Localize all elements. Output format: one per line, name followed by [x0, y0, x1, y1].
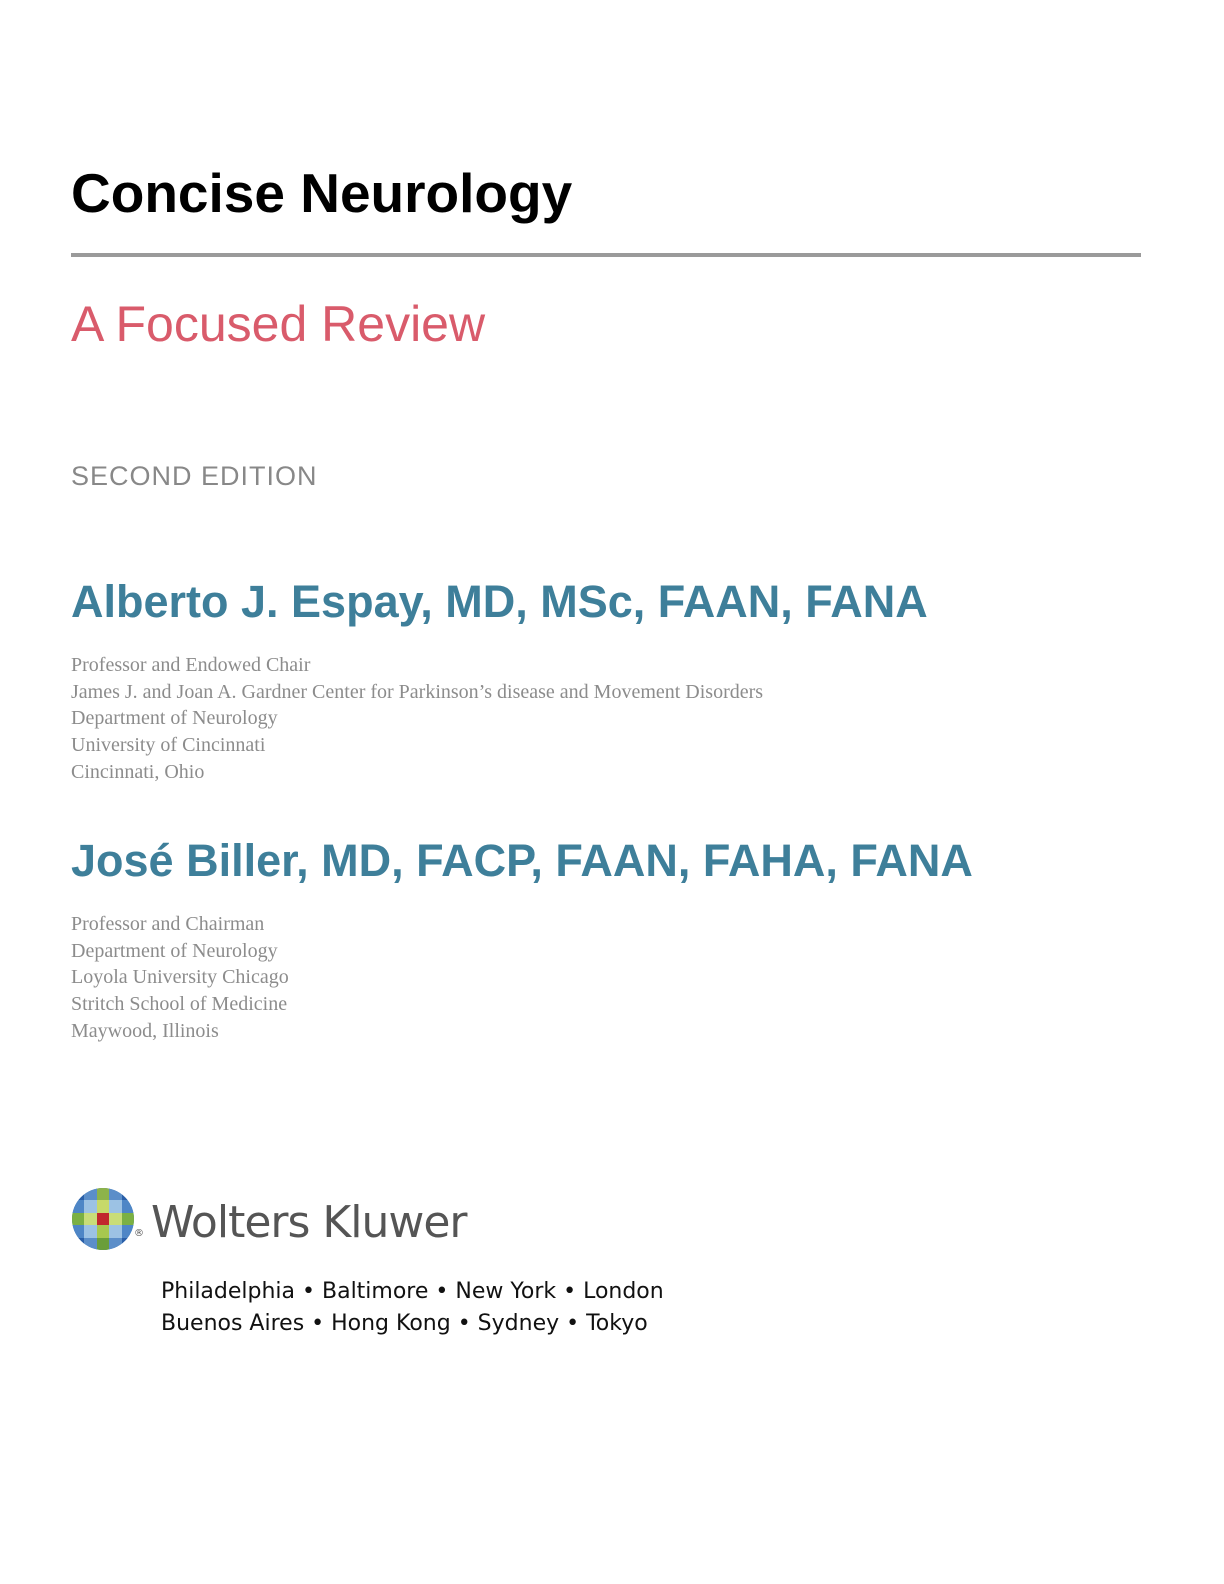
affiliation-line: Department of Neurology	[71, 707, 278, 730]
book-subtitle: A Focused Review	[71, 296, 486, 352]
affiliation-line: University of Cincinnati	[71, 734, 266, 757]
affiliation-line: Cincinnati, Ohio	[71, 760, 205, 783]
edition-label: SECOND EDITION	[71, 461, 318, 491]
author-name-biller: José Biller, MD, FACP, FAAN, FAHA, FANA	[71, 835, 973, 886]
book-title: Concise Neurology	[71, 162, 573, 224]
affiliation-line: Stritch School of Medicine	[71, 993, 288, 1016]
publisher-cities-line-1: Philadelphia • Baltimore • New York • London	[161, 1279, 664, 1304]
title-divider	[71, 253, 1141, 257]
publisher-cities-line-2: Buenos Aires • Hong Kong • Sydney • Tokyo	[161, 1311, 648, 1336]
affiliation-line: Department of Neurology	[71, 939, 278, 962]
wolters-kluwer-logo-icon	[71, 1187, 135, 1251]
affiliation-line: Professor and Endowed Chair	[71, 654, 311, 676]
author-affiliation-biller	[71, 911, 289, 1044]
author-name-espay: Alberto J. Espay, MD, MSc, FAAN, FANA	[71, 576, 928, 627]
author-affiliation-espay	[71, 652, 763, 785]
affiliation-line: Professor and Chairman	[71, 913, 265, 935]
affiliation-line: James J. and Joan A. Gardner Center for Parkinson’s disease and Movement Disorders	[71, 680, 764, 703]
publisher-name: Wolters Kluwer	[151, 1197, 467, 1248]
affiliation-line: Loyola University Chicago	[71, 966, 289, 989]
affiliation-line: Maywood, Illinois	[71, 1019, 219, 1042]
registered-mark: ®	[134, 1228, 144, 1239]
